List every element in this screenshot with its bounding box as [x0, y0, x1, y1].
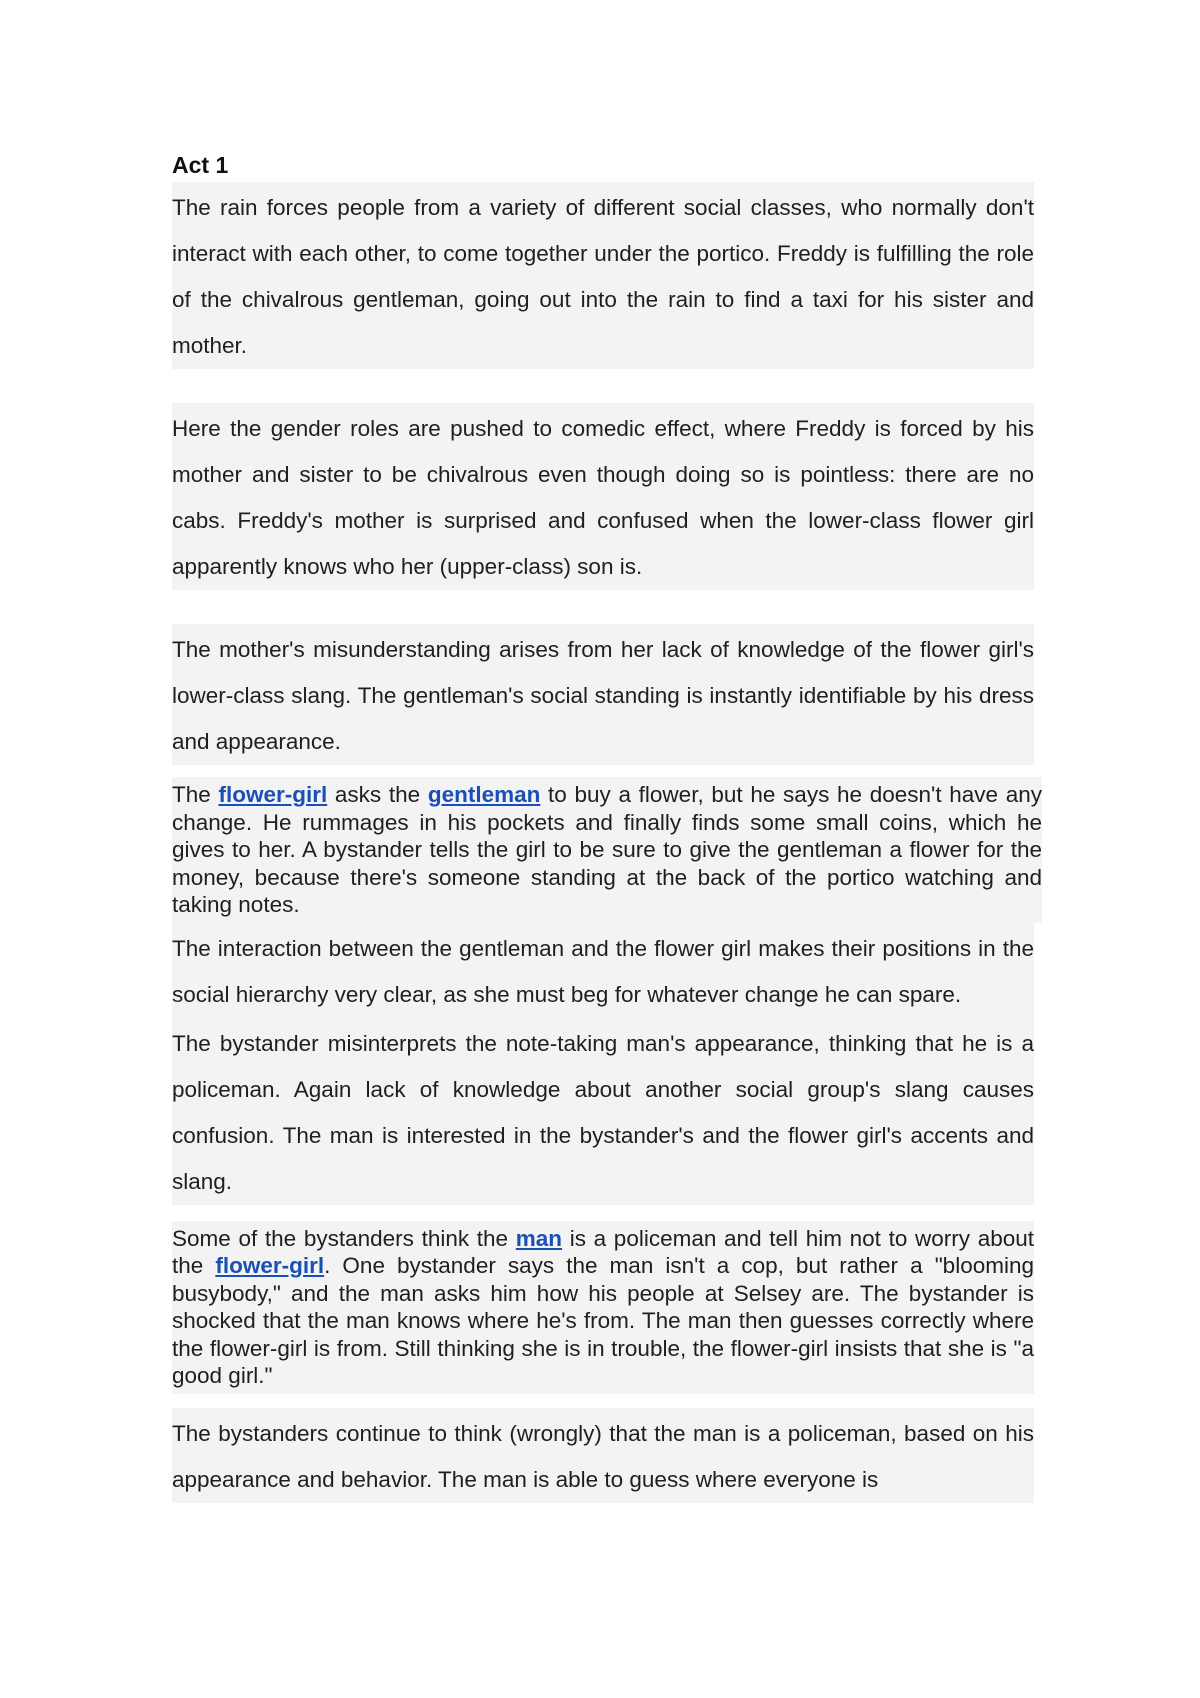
analysis-paragraph-1: The rain forces people from a variety of different social classes, who normally don't interact with each other, to come together under the portico. Freddy is fulfilling the role of the chivalrous gentleman, going out into the rain to find a taxi for his sister and mother.: [172, 182, 1034, 369]
summary-paragraph-2: [172, 1221, 1034, 1394]
summary-text: to buy a flower, but he says he doesn't have any change. He rummages in his pockets and finally finds some small coins, which he gives to her. A bystander tells the girl to be sure to give the gentleman a flower for the money, because there's someone standing at the back of the portico watching and taking notes.: [172, 782, 1043, 917]
gentleman-link[interactable]: gentleman: [427, 782, 541, 807]
summary-text: Some of the bystanders think the: [172, 1225, 516, 1251]
summary-text: The: [172, 782, 219, 807]
analysis-paragraph-5: The bystander misinterprets the note-taking man's appearance, thinking that he is a policeman. Again lack of knowledge about another social group's slang causes confusion. The man is interested in the bystander's and the flower girl's accents and slang.: [172, 1018, 1034, 1205]
man-link[interactable]: man: [515, 1225, 563, 1251]
document-page: [172, 150, 1043, 1503]
act-heading: Act 1: [172, 152, 229, 178]
analysis-paragraph-6: The bystanders continue to think (wrongly) that the man is a policeman, based on his appearance and behavior. The man is able to guess where everyone is: [172, 1408, 1034, 1503]
flower-girl-link[interactable]: flower-girl: [215, 1253, 325, 1278]
summary-text: asks the: [327, 782, 428, 807]
summary-text: . One bystander says the man isn't a cop, but rather a "blooming busybody," and the man asks him how his people at Selsey are. The bystander is shocked that the man knows where he's from. The man then guesses correctly where the flower-girl is from. Still thinking she is in trouble, the flower-girl insists that she is "a good girl.": [172, 1253, 1034, 1388]
summary-text: is a policeman and tell him not to worry about the: [172, 1225, 1034, 1278]
summary-paragraph-1: [172, 777, 1042, 923]
analysis-paragraph-2: Here the gender roles are pushed to comedic effect, where Freddy is forced by his mother and sister to be chivalrous even though doing so is pointless: there are no cabs. Freddy's mother is surprised and confused when the lower-class flower girl apparently knows who her (upper-class) son is.: [172, 403, 1034, 590]
flower-girl-link[interactable]: flower-girl: [218, 782, 328, 807]
analysis-paragraph-4: The interaction between the gentleman and the flower girl makes their positions in the social hierarchy very clear, as she must beg for whatever change he can spare.: [172, 923, 1034, 1018]
analysis-paragraph-3: The mother's misunderstanding arises from her lack of knowledge of the flower girl's lower-class slang. The gentleman's social standing is instantly identifiable by his dress and appearance.: [172, 624, 1034, 765]
